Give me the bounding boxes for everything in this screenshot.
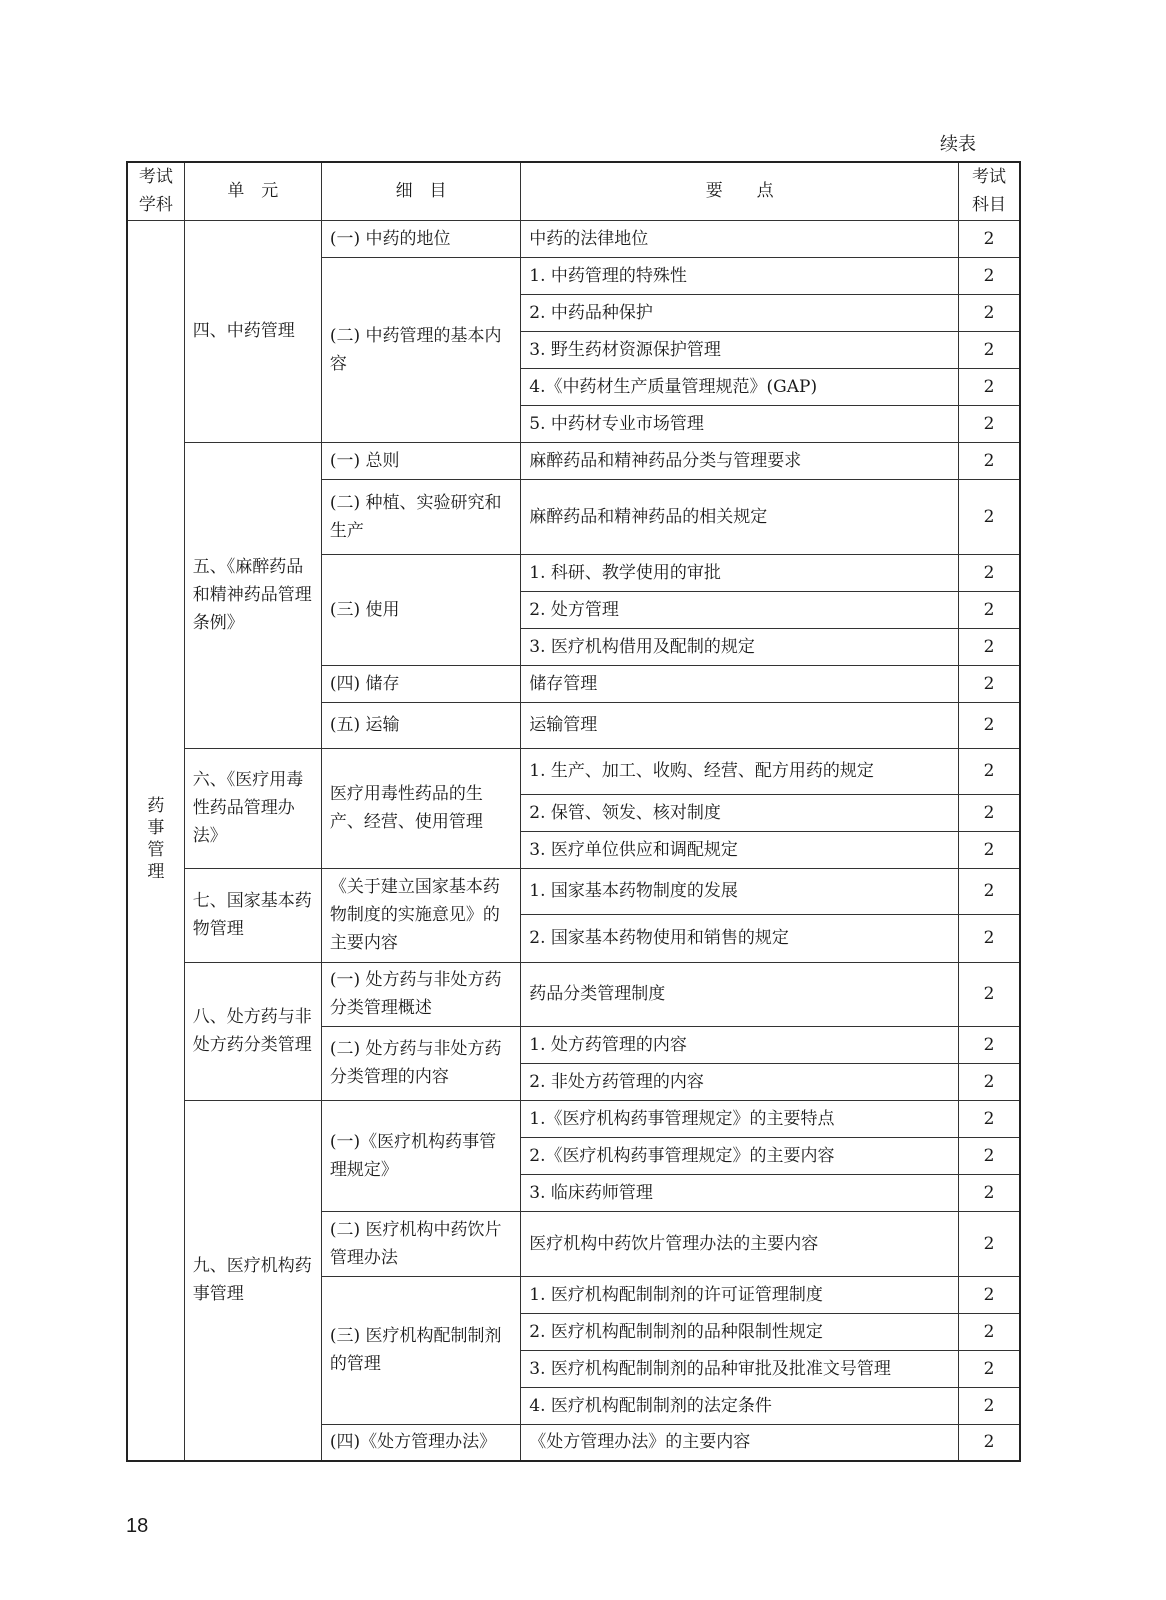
detail-cell: (一)《医疗机构药事管理规定》 (321, 1100, 520, 1211)
key-point-cell: 2. 中药品种保护 (521, 294, 959, 331)
detail-cell: (三) 使用 (321, 554, 520, 665)
exam-course-cell: 2 (959, 442, 1020, 479)
exam-course-cell: 2 (959, 794, 1020, 831)
table-row (127, 442, 1020, 479)
subject-cell (127, 220, 184, 1461)
exam-course-cell: 2 (959, 1026, 1020, 1063)
exam-course-cell: 2 (959, 748, 1020, 794)
exam-course-cell: 2 (959, 405, 1020, 442)
header-detail: 细 目 (321, 162, 520, 220)
exam-course-cell: 2 (959, 1063, 1020, 1100)
exam-course-cell: 2 (959, 1211, 1020, 1276)
key-point-cell: 3. 临床药师管理 (521, 1174, 959, 1211)
table-row (127, 748, 1020, 794)
table-row (127, 220, 1020, 257)
key-point-cell: 医疗机构中药饮片管理办法的主要内容 (521, 1211, 959, 1276)
unit-cell: 五、《麻醉药品和精神药品管理条例》 (184, 442, 321, 748)
unit-cell: 四、中药管理 (184, 220, 321, 442)
key-point-cell: 3. 医疗机构借用及配制的规定 (521, 628, 959, 665)
exam-course-cell: 2 (959, 628, 1020, 665)
header-row (127, 162, 1020, 220)
exam-course-cell: 2 (959, 1313, 1020, 1350)
key-point-cell: 麻醉药品和精神药品的相关规定 (521, 479, 959, 554)
key-point-cell: 中药的法律地位 (521, 220, 959, 257)
key-point-cell: 储存管理 (521, 665, 959, 702)
exam-course-cell: 2 (959, 1100, 1020, 1137)
key-point-cell: 5. 中药材专业市场管理 (521, 405, 959, 442)
unit-cell: 六、《医疗用毒性药品管理办法》 (184, 748, 321, 868)
exam-course-cell: 2 (959, 591, 1020, 628)
exam-course-cell: 2 (959, 1350, 1020, 1387)
key-point-cell: 3. 野生药材资源保护管理 (521, 331, 959, 368)
detail-cell: (三) 医疗机构配制制剂的管理 (321, 1276, 520, 1424)
syllabus-table (126, 161, 1021, 1462)
header-unit: 单 元 (184, 162, 321, 220)
key-point-cell: 2.《医疗机构药事管理规定》的主要内容 (521, 1137, 959, 1174)
key-point-cell: 1. 中药管理的特殊性 (521, 257, 959, 294)
key-point-cell: 1. 医疗机构配制制剂的许可证管理制度 (521, 1276, 959, 1313)
detail-cell: (五) 运输 (321, 702, 520, 748)
table-row (127, 1100, 1020, 1137)
detail-cell: (二) 中药管理的基本内容 (321, 257, 520, 442)
key-point-cell: 3. 医疗机构配制制剂的品种审批及批准文号管理 (521, 1350, 959, 1387)
key-point-cell: 2. 保管、领发、核对制度 (521, 794, 959, 831)
table-row (127, 868, 1020, 914)
header-exam-subject: 考试学科 (127, 162, 184, 220)
detail-cell: (二) 处方药与非处方药分类管理的内容 (321, 1026, 520, 1100)
exam-course-cell: 2 (959, 702, 1020, 748)
exam-course-cell: 2 (959, 331, 1020, 368)
unit-cell: 九、医疗机构药事管理 (184, 1100, 321, 1461)
detail-cell: (二) 医疗机构中药饮片管理办法 (321, 1211, 520, 1276)
key-point-cell: 《处方管理办法》的主要内容 (521, 1424, 959, 1461)
key-point-cell: 1. 处方药管理的内容 (521, 1026, 959, 1063)
key-point-cell: 2. 处方管理 (521, 591, 959, 628)
exam-course-cell: 2 (959, 914, 1020, 962)
detail-cell: (四) 储存 (321, 665, 520, 702)
continued-table-label: 续表 (940, 134, 976, 155)
detail-cell: (四)《处方管理办法》 (321, 1424, 520, 1461)
key-point-cell: 2. 医疗机构配制制剂的品种限制性规定 (521, 1313, 959, 1350)
table-body (127, 220, 1020, 1461)
unit-cell: 七、国家基本药物管理 (184, 868, 321, 962)
header-key-points: 要 点 (521, 162, 959, 220)
exam-course-cell: 2 (959, 962, 1020, 1026)
page-number: 18 (126, 1515, 149, 1537)
detail-cell: 《关于建立国家基本药物制度的实施意见》的主要内容 (321, 868, 520, 962)
key-point-cell: 麻醉药品和精神药品分类与管理要求 (521, 442, 959, 479)
detail-cell: (二) 种植、实验研究和生产 (321, 479, 520, 554)
exam-course-cell: 2 (959, 665, 1020, 702)
subject-name: 药事管理 (147, 795, 165, 882)
key-point-cell: 1. 科研、教学使用的审批 (521, 554, 959, 591)
exam-course-cell: 2 (959, 831, 1020, 868)
exam-course-cell: 2 (959, 1424, 1020, 1461)
exam-course-cell: 2 (959, 1137, 1020, 1174)
table-row (127, 962, 1020, 1026)
detail-cell: (一) 处方药与非处方药分类管理概述 (321, 962, 520, 1026)
detail-cell: (一) 总则 (321, 442, 520, 479)
key-point-cell: 1. 生产、加工、收购、经营、配方用药的规定 (521, 748, 959, 794)
header-exam-course: 考试科目 (959, 162, 1020, 220)
exam-course-cell: 2 (959, 368, 1020, 405)
key-point-cell: 运输管理 (521, 702, 959, 748)
exam-course-cell: 2 (959, 554, 1020, 591)
key-point-cell: 药品分类管理制度 (521, 962, 959, 1026)
unit-cell: 八、处方药与非处方药分类管理 (184, 962, 321, 1100)
exam-course-cell: 2 (959, 1174, 1020, 1211)
key-point-cell: 1.《医疗机构药事管理规定》的主要特点 (521, 1100, 959, 1137)
exam-course-cell: 2 (959, 1387, 1020, 1424)
key-point-cell: 3. 医疗单位供应和调配规定 (521, 831, 959, 868)
detail-cell: 医疗用毒性药品的生产、经营、使用管理 (321, 748, 520, 868)
exam-course-cell: 2 (959, 1276, 1020, 1313)
key-point-cell: 1. 国家基本药物制度的发展 (521, 868, 959, 914)
key-point-cell: 4.《中药材生产质量管理规范》(GAP) (521, 368, 959, 405)
key-point-cell: 2. 非处方药管理的内容 (521, 1063, 959, 1100)
exam-course-cell: 2 (959, 868, 1020, 914)
key-point-cell: 4. 医疗机构配制制剂的法定条件 (521, 1387, 959, 1424)
key-point-cell: 2. 国家基本药物使用和销售的规定 (521, 914, 959, 962)
exam-course-cell: 2 (959, 257, 1020, 294)
exam-course-cell: 2 (959, 479, 1020, 554)
exam-course-cell: 2 (959, 220, 1020, 257)
exam-course-cell: 2 (959, 294, 1020, 331)
detail-cell: (一) 中药的地位 (321, 220, 520, 257)
